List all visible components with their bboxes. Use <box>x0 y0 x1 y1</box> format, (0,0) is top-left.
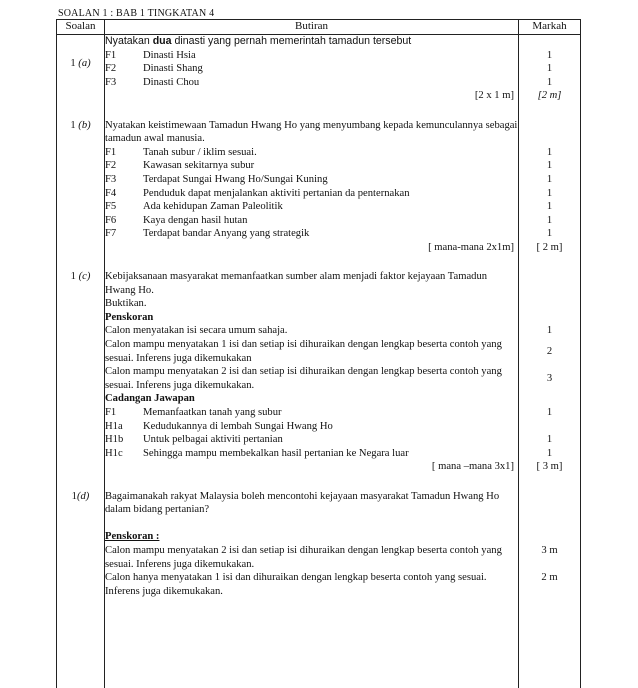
section-b-question: Nyatakan keistimewaan Tamadun Hwang Ho yang menyumbang kepada kemunculannya sebagai tamadun awal manusia. <box>105 119 518 145</box>
mark-value: 1 <box>546 63 553 75</box>
penskoran-criterion: Calon menyatakan isi secara umum sahaja. <box>105 325 288 337</box>
col-header-butiran: Butiran <box>105 20 519 35</box>
penskoran-criterion: Calon mampu menyatakan 1 isi dan setiap isi dihuraikan dengan lengkap beserta contoh yang sesuai. Inferens juga dikemukakan <box>105 339 502 364</box>
mark-value: 1 <box>546 201 553 213</box>
mark-value: 1 <box>546 447 553 459</box>
section-c-total: [ 3 m] <box>536 461 563 473</box>
section-a-question: Nyatakan dua dinasti yang pernah memerintah tamadun tersebut <box>105 35 412 47</box>
section-d-question: Bagaimanakah rakyat Malaysia boleh mencontohi kejayaan masyarakat Tamadun Hwang Ho dalam bidang pertanian? <box>105 490 500 516</box>
mark-value: 1 <box>546 325 553 337</box>
col-header-markah: Markah <box>519 20 581 35</box>
section-c-id: 1 (c) <box>70 271 91 283</box>
mark-value: 3 <box>546 373 553 385</box>
list-item: F5 Ada kehidupan Zaman Paleolitik <box>105 201 283 213</box>
section-a-total: [2 m] <box>537 90 562 102</box>
table-header-row <box>57 20 581 35</box>
section-c-prompt: Buktikan. <box>105 298 147 310</box>
mark-value: 2 m <box>541 572 558 584</box>
list-item: H1c Sehingga mampu membekalkan hasil pertanian ke Negara luar <box>105 447 409 459</box>
mark-value: 1 <box>546 146 553 158</box>
section-b-id: 1 (b) <box>70 119 91 131</box>
section-a-id: 1 (a) <box>70 58 91 69</box>
section-c-question: Kebijaksanaan masyarakat memanfaatkan sumber alam menjadi faktor kejayaan Tamadun Hwang Ho. <box>105 271 488 296</box>
mark-value: 1 <box>546 228 553 240</box>
penskoran-heading: Penskoran <box>105 311 154 323</box>
list-item: F3 Terdapat Sungai Hwang Ho/Sungai Kuning <box>105 173 328 185</box>
section-a-formula: [2 x 1 m] <box>474 90 514 102</box>
mark-value: 1 <box>546 76 553 88</box>
list-item: F3 Dinasti Chou <box>105 76 200 88</box>
mark-value: 1 <box>546 173 553 185</box>
list-item: H1a Kedudukannya di lembah Sungai Hwang Ho <box>105 420 333 432</box>
section-d-row <box>57 488 581 688</box>
col-header-soalan: Soalan <box>57 20 105 35</box>
section-a-row <box>57 35 581 117</box>
section-b-total: [ 2 m] <box>536 241 563 253</box>
mark-value: 1 <box>546 407 553 419</box>
list-item: F2 Kawasan sekitarnya subur <box>105 160 255 172</box>
mark-value <box>519 420 580 434</box>
list-item: F1 Tanah subur / iklim sesuai. <box>105 146 257 158</box>
mark-value: 1 <box>546 214 553 226</box>
mark-value: 1 <box>546 434 553 446</box>
list-item: F4 Penduduk dapat menjalankan aktiviti pertanian da penternakan <box>105 187 410 199</box>
list-item: H1b Untuk pelbagai aktiviti pertanian <box>105 434 283 446</box>
section-c-row <box>57 268 581 488</box>
section-c-formula: [ mana –mana 3x1] <box>431 461 514 473</box>
mark-value: 3 m <box>541 544 558 556</box>
page-header: SOALAN 1 : BAB 1 TINGKATAN 4 <box>58 8 215 19</box>
list-item: F1 Memanfaatkan tanah yang subur <box>105 407 282 419</box>
cadangan-heading: Cadangan Jawapan <box>105 393 195 405</box>
list-item: F1 Dinasti Hsia <box>105 49 196 61</box>
penskoran-heading: Penskoran : <box>105 531 160 543</box>
list-item: F2 Dinasti Shang <box>105 63 203 75</box>
list-item: F6 Kaya dengan hasil hutan <box>105 214 248 226</box>
mark-value: 1 <box>546 49 553 61</box>
marking-scheme-table <box>56 19 581 688</box>
penskoran-criterion: Calon hanya menyatakan 1 isi dan dihuraikan dengan lengkap beserta contoh yang sesuai. Inferens juga dikemukakan. <box>105 572 487 597</box>
mark-value: 1 <box>546 160 553 172</box>
penskoran-criterion: Calon mampu menyatakan 2 isi dan setiap isi dihuraikan dengan lengkap beserta contoh yang sesuai. Inferens juga dikemukakan. <box>105 544 502 570</box>
section-b-formula: [ mana-mana 2x1m] <box>428 241 514 253</box>
mark-value: 2 <box>546 346 553 358</box>
section-d-id: 1(d) <box>71 490 90 502</box>
list-item: F7 Terdapat bandar Anyang yang strategik <box>105 228 310 240</box>
mark-value: 1 <box>546 187 553 199</box>
penskoran-criterion: Calon mampu menyatakan 2 isi dan setiap isi dihuraikan dengan lengkap beserta contoh yang sesuai. Inferens juga dikemukakan. <box>105 366 502 391</box>
section-b-row <box>57 117 581 269</box>
